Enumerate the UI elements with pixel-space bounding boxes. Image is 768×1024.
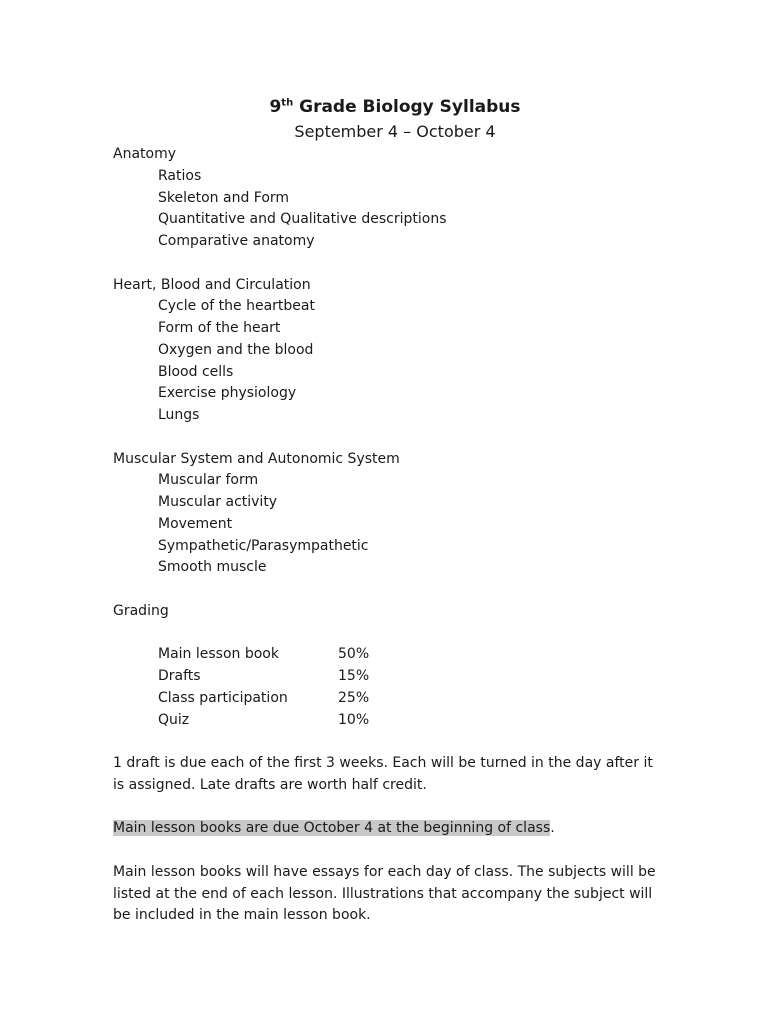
document-title — [0, 95, 768, 119]
spacer — [113, 797, 673, 819]
list-item: Muscular form — [158, 472, 259, 489]
highlighted-text: Main lesson books are due October 4 at the beginning of class — [113, 820, 551, 837]
grading-percent: 50% — [338, 646, 370, 663]
spacer — [113, 253, 673, 275]
due-date-period: . — [550, 820, 555, 837]
grading-percent: 25% — [338, 689, 370, 706]
section-heading-muscular: Muscular System and Autonomic System — [113, 450, 400, 467]
grading-row — [113, 644, 673, 666]
grading-percent: 15% — [338, 668, 370, 684]
grading-row — [113, 710, 673, 732]
list-item: Smooth muscle — [158, 559, 267, 576]
list-item: Movement — [158, 515, 233, 532]
spacer — [113, 427, 673, 449]
title-text: Grade Biology Syllabus — [293, 97, 521, 117]
grading-percent: 10% — [338, 711, 370, 728]
grading-row — [113, 688, 673, 710]
books-paragraph-line: listed at the end of each lesson. Illustrations that accompany the subject will — [113, 885, 653, 902]
grading-label: Drafts — [158, 668, 201, 684]
list-item: Cycle of the heartbeat — [158, 298, 315, 315]
document-subtitle: September 4 – October 4 — [294, 122, 496, 141]
grading-label: Class participation — [158, 689, 288, 706]
drafts-paragraph-line: is assigned. Late drafts are worth half credit. — [113, 776, 427, 793]
section-heading-anatomy: Anatomy — [113, 146, 177, 162]
title-grade-number: 9 — [269, 97, 282, 117]
title-grade-suffix: th — [281, 97, 294, 109]
list-item: Comparative anatomy — [158, 233, 315, 249]
section-heading-heart: Heart, Blood and Circulation — [113, 276, 311, 293]
books-paragraph-line: Main lesson books will have essays for each day of class. The subjects will be — [113, 863, 656, 880]
spacer — [113, 840, 673, 862]
drafts-paragraph-line: 1 draft is due each of the first 3 weeks. Each will be turned in the day after it — [113, 755, 653, 771]
list-item: Form of the heart — [158, 320, 281, 336]
list-item: Oxygen and the blood — [158, 341, 314, 358]
spacer — [113, 623, 673, 645]
grading-label: Quiz — [158, 711, 190, 728]
list-item: Ratios — [158, 167, 202, 184]
grading-row — [113, 666, 673, 688]
spacer — [113, 731, 673, 753]
grading-label: Main lesson book — [158, 646, 279, 663]
list-item: Skeleton and Form — [158, 189, 290, 206]
list-item: Blood cells — [158, 363, 234, 380]
due-date-notice — [113, 818, 673, 840]
section-heading-grading: Grading — [113, 602, 169, 619]
list-item: Sympathetic/Parasympathetic — [158, 537, 369, 554]
list-item: Lungs — [158, 407, 200, 423]
spacer — [113, 579, 673, 601]
list-item: Muscular activity — [158, 494, 278, 510]
list-item: Quantitative and Qualitative descriptions — [158, 211, 447, 228]
syllabus-body — [113, 144, 673, 927]
books-paragraph-line: be included in the main lesson book. — [113, 907, 371, 924]
list-item: Exercise physiology — [158, 385, 297, 402]
